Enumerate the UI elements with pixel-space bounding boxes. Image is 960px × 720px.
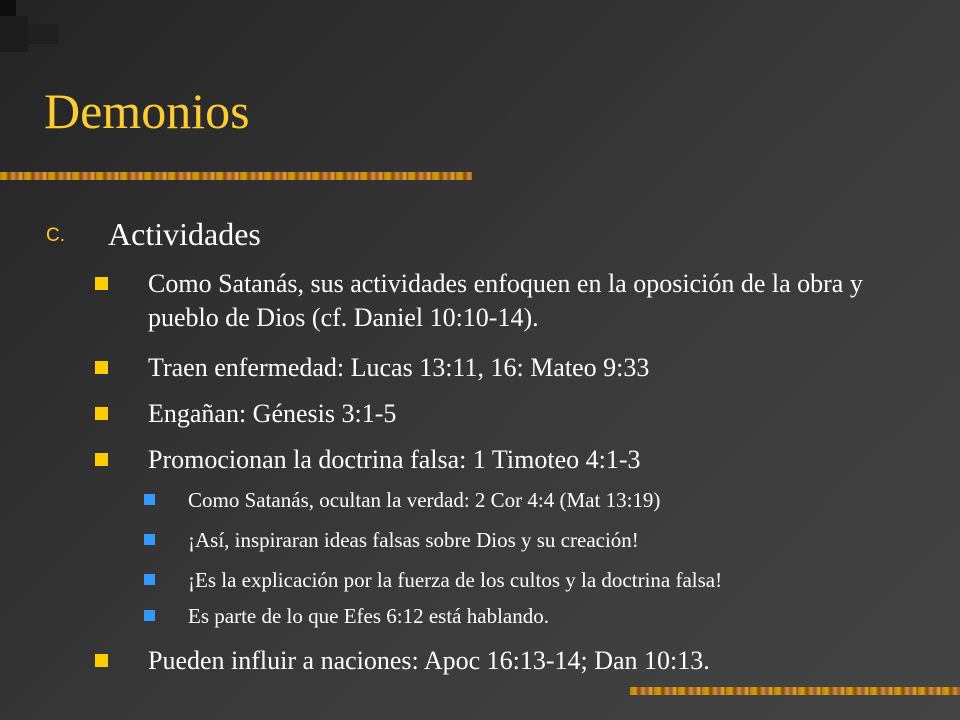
- corner-decoration: [0, 16, 28, 52]
- section-title: Actividades: [108, 216, 261, 252]
- bullet-item: Traen enfermedad: Lucas 13:11, 16: Mateo 9:33: [148, 351, 912, 385]
- footer-divider: [630, 687, 960, 695]
- bullet-item: Engañan: Génesis 3:1-5: [148, 397, 912, 431]
- sub-bullet-item: ¡Es la explicación por la fuerza de los cultos y la doctrina falsa!: [188, 566, 928, 594]
- section-marker: C.: [46, 225, 65, 246]
- sub-bullet-item: ¡Así, inspiraran ideas falsas sobre Dios y su creación!: [188, 526, 928, 554]
- slide-title: Demonios: [44, 83, 250, 139]
- bullet-item: Como Satanás, sus actividades enfoquen en la oposición de la obra y pueblo de Dios (cf. Daniel 10:10-14).: [148, 267, 912, 335]
- corner-decoration: [28, 24, 58, 44]
- sub-bullet-item: Es parte de lo que Efes 6:12 está hablando.: [188, 602, 928, 630]
- title-divider: [0, 172, 472, 180]
- bullet-item: Promocionan la doctrina falsa: 1 Timoteo 4:1-3: [148, 443, 912, 477]
- corner-decoration: [0, 0, 16, 16]
- bullet-item: Pueden influir a naciones: Apoc 16:13-14; Dan 10:13.: [148, 644, 912, 678]
- sub-bullet-item: Como Satanás, ocultan la verdad: 2 Cor 4:4 (Mat 13:19): [188, 486, 928, 514]
